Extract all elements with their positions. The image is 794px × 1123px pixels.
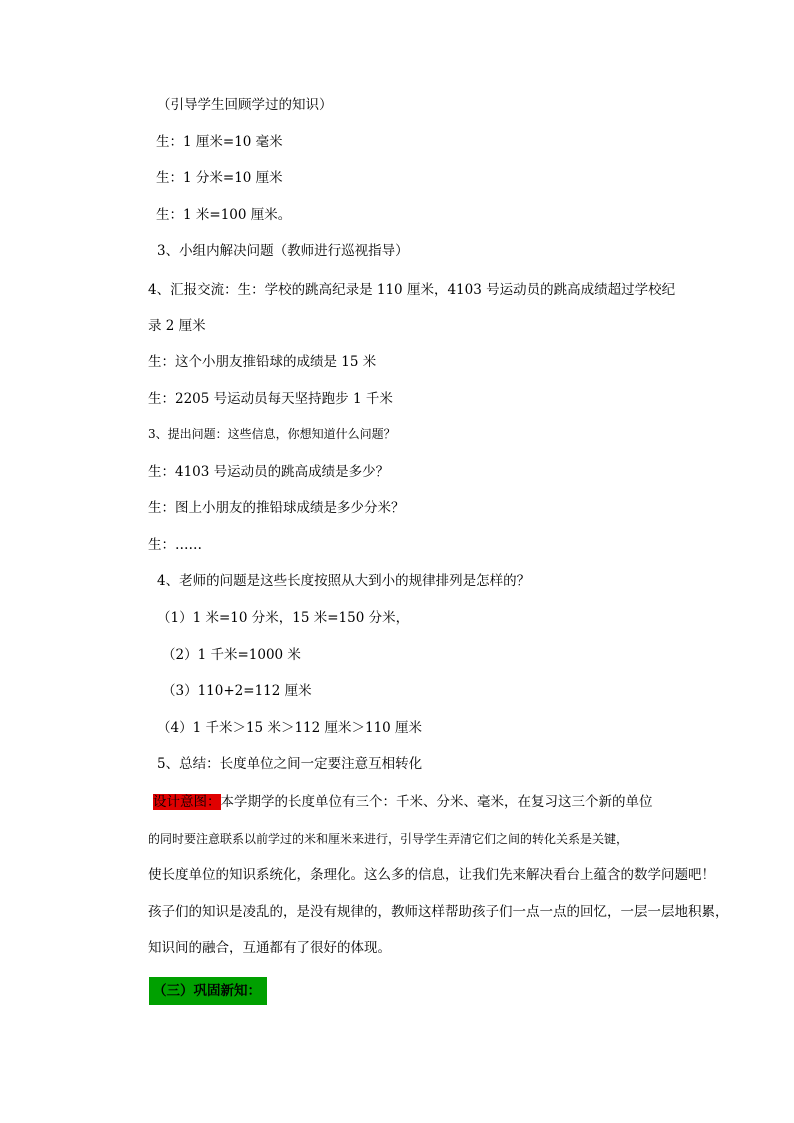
text-line-7: 录 2 厘米	[148, 318, 206, 334]
text-line-3: 生：1 分米=10 厘米	[156, 170, 283, 186]
text-line-2: 生：1 厘米=10 毫米	[156, 134, 283, 150]
text-line-8: 生：这个小朋友推铅球的成绩是 15 米	[148, 354, 377, 370]
text-line-17: （3）110+2=112 厘米	[162, 683, 312, 699]
text-line-15: （1）1 米=10 分米，15 米=150 分米，	[157, 610, 410, 626]
section-heading	[149, 982, 267, 1000]
text-line-13: 生：……	[148, 537, 202, 553]
text-line-9: 生：2205 号运动员每天坚持跑步 1 千米	[148, 391, 393, 407]
text-line-5: 3、小组内解决问题（教师进行巡视指导）	[157, 243, 409, 259]
design-intent-line-4: 孩子们的知识是凌乱的，是没有规律的，教师这样帮助孩子们一点一点的回忆，一层一层地积累，	[148, 904, 729, 920]
text-line-10: 3、提出问题：这些信息，你想知道什么问题？	[148, 427, 396, 441]
text-line-6: 4、汇报交流：生：学校的跳高纪录是 110 厘米，4103 号运动员的跳高成绩超过学校纪	[148, 282, 676, 298]
text-line-1: （引导学生回顾学过的知识）	[157, 97, 333, 113]
design-intent-line-5: 知识间的融合，互通都有了很好的体现。	[148, 940, 391, 956]
design-intent-label: 设计意图：	[153, 794, 221, 810]
text-line-4: 生：1 米=100 厘米。	[156, 207, 292, 223]
text-line-14: 4、老师的问题是这些长度按照从大到小的规律排列是怎样的？	[157, 573, 531, 589]
text-line-18: （4）1 千米＞15 米＞112 厘米＞110 厘米	[157, 720, 423, 736]
design-intent-line-3: 使长度单位的知识系统化，条理化。这么多的信息，让我们先来解决看台上蕴含的数学问题吧！	[148, 867, 715, 883]
text-line-19: 5、总结：长度单位之间一定要注意互相转化	[157, 756, 423, 772]
text-line-16: （2）1 千米=1000 米	[162, 647, 301, 663]
text-line-11: 生：4103 号运动员的跳高成绩是多少？	[148, 464, 390, 480]
design-intent-line-2: 的同时要注意联系以前学过的米和厘米来进行，引导学生弄清它们之间的转化关系是关键，	[148, 832, 629, 846]
section-heading-label: （三）巩固新知：	[149, 977, 267, 1005]
design-intent-text: 本学期学的长度单位有三个：千米、分米、毫米，在复习这三个新的单位	[220, 794, 653, 810]
design-intent-line-1	[153, 793, 653, 811]
text-line-12: 生：图上小朋友的推铅球成绩是多少分米？	[148, 500, 405, 516]
